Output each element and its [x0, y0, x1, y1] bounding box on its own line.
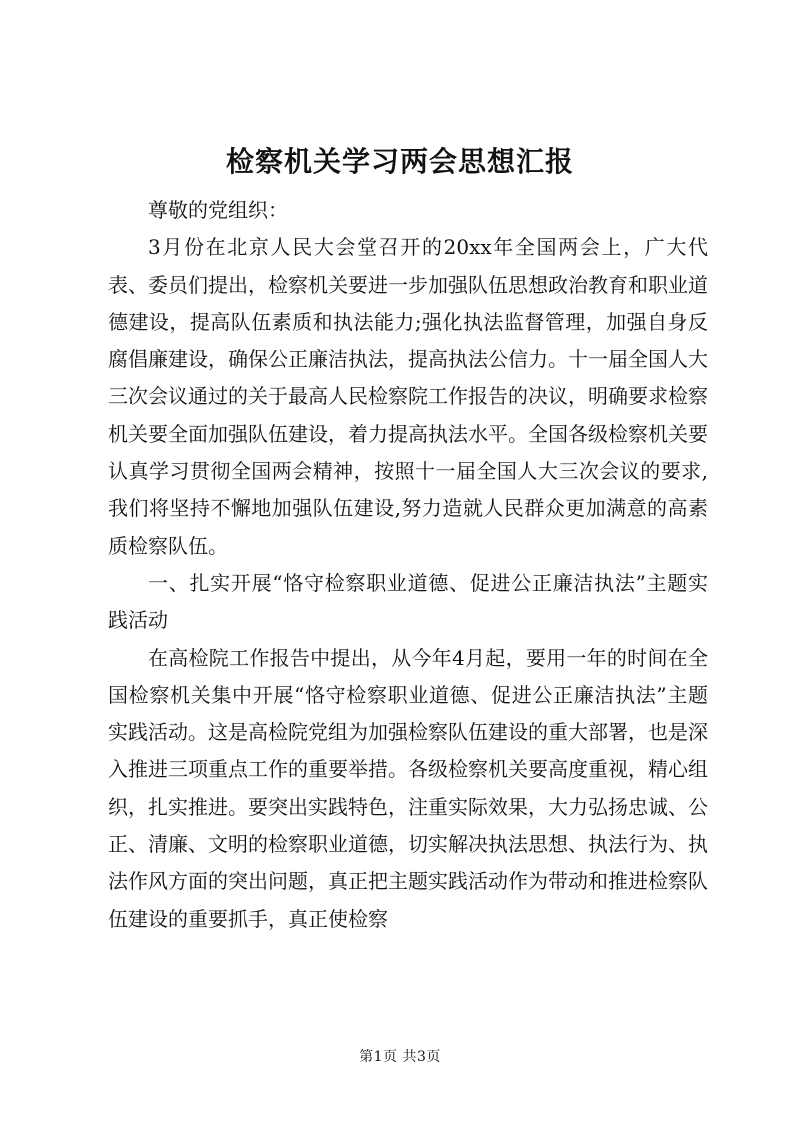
document-body	[108, 192, 708, 938]
page-footer: 第1页 共3页	[359, 1049, 441, 1065]
section-body-paragraph: 在高检院工作报告中提出，从今年4月起，要用一年的时间在全国检察机关集中开展“恪守检察职业道德、促进公正廉洁执法”主题实践活动。这是高检院党组为加强检察队伍建设的重大部署，也是深入推进三项重点工作的重要举措。各级检察机关要高度重视，精心组织，扎实推进。要突出实践特色，注重实际效果，大力弘扬忠诚、公正、清廉、文明的检察职业道德，切实解决执法思想、执法行为、执法作风方面的突出问题，真正把主题实践活动作为带动和推进检察队伍建设的重要抓手，真正使检察	[108, 645, 708, 931]
intro-paragraph: 3月份在北京人民大会堂召开的20xx年全国两会上，广大代表、委员们提出，检察机关要进一步加强队伍思想政治教育和职业道德建设，提高队伍素质和执法能力;强化执法监督管理，加强自身反腐倡廉建设，确保公正廉洁执法，提高执法公信力。十一届全国人大三次会议通过的关于最高人民检察院工作报告的决议，明确要求检察机关要全面加强队伍建设，着力提高执法水平。全国各级检察机关要认真学习贯彻全国两会精神，按照十一届全国人大三次会议的要求,我们将坚持不懈地加强队伍建设,努力造就人民群众更加满意的高素质检察队伍。	[108, 235, 708, 558]
salutation-paragraph: 尊敬的党组织：	[148, 198, 288, 222]
section-heading-paragraph: 一、扎实开展“恪守检察职业道德、促进公正廉洁执法”主题实践活动	[108, 570, 708, 633]
document-title: 检察机关学习两会思想汇报	[225, 145, 574, 178]
